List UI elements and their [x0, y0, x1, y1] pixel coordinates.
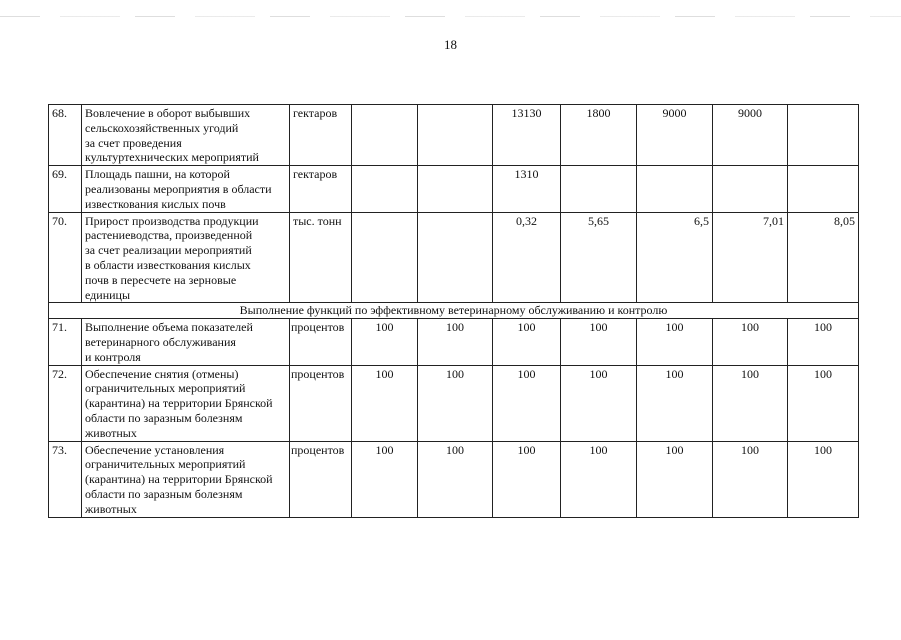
- indicator-name-line: за счет реализации мероприятий: [85, 243, 252, 258]
- indicator-name-line: области по заразным болезням: [85, 486, 243, 501]
- unit-cell: процентов: [290, 441, 352, 517]
- section-title: Выполнение функций по эффективному ветеринарному обслуживанию и контролю: [49, 303, 859, 319]
- value-cell: [788, 166, 859, 212]
- value-cell: 100: [561, 365, 637, 441]
- value-cell: [561, 166, 637, 212]
- value-cell: 6,5: [637, 212, 713, 303]
- indicator-name: [82, 441, 290, 517]
- indicator-name-line: реализованы мероприятия в области: [85, 181, 272, 196]
- table-row: [49, 105, 859, 166]
- indicator-name-line: известкования кислых почв: [85, 196, 226, 211]
- indicator-name: [82, 105, 290, 166]
- indicator-name-line: ограничительных мероприятий: [85, 381, 246, 396]
- value-cell: 1800: [561, 105, 637, 166]
- indicator-name-line: Прирост производства продукции: [85, 213, 259, 228]
- value-cell: [352, 212, 418, 303]
- value-cell: 100: [352, 365, 418, 441]
- value-cell: 100: [493, 319, 561, 365]
- indicator-name-line: культуртехнических мероприятий: [85, 150, 259, 165]
- unit-cell: гектаров: [290, 105, 352, 166]
- value-cell: 13130: [493, 105, 561, 166]
- indicator-name-line: животных: [85, 501, 137, 516]
- indicator-name-line: животных: [85, 425, 137, 440]
- indicator-name-line: и контроля: [85, 349, 141, 364]
- value-cell: 100: [561, 441, 637, 517]
- value-cell: 100: [418, 441, 493, 517]
- value-cell: [418, 212, 493, 303]
- row-number: 73.: [49, 441, 82, 517]
- value-cell: 100: [561, 319, 637, 365]
- value-cell: 100: [788, 319, 859, 365]
- value-cell: [637, 166, 713, 212]
- indicator-name-line: Обеспечение установления: [85, 442, 225, 457]
- value-cell: 1310: [493, 166, 561, 212]
- page-number: 18: [444, 37, 457, 52]
- indicator-name-line: единицы: [85, 287, 131, 302]
- unit-cell: гектаров: [290, 166, 352, 212]
- indicator-name-line: области по заразным болезням: [85, 410, 243, 425]
- indicator-name-line: ветеринарного обслуживания: [85, 334, 236, 349]
- value-cell: [713, 166, 788, 212]
- indicator-name-line: в области известкования кислых: [85, 257, 251, 272]
- table-row: [49, 365, 859, 441]
- indicator-name-line: (карантина) на территории Брянской: [85, 396, 273, 411]
- value-cell: 5,65: [561, 212, 637, 303]
- value-cell: 0,32: [493, 212, 561, 303]
- table-row: [49, 441, 859, 517]
- value-cell: 100: [418, 365, 493, 441]
- value-cell: 100: [418, 319, 493, 365]
- value-cell: 100: [637, 365, 713, 441]
- value-cell: [418, 105, 493, 166]
- value-cell: [352, 166, 418, 212]
- row-number: 71.: [49, 319, 82, 365]
- indicator-name: [82, 212, 290, 303]
- indicator-name: [82, 166, 290, 212]
- value-cell: 100: [493, 441, 561, 517]
- indicator-name-line: за счет проведения: [85, 135, 182, 150]
- indicator-name: [82, 319, 290, 365]
- value-cell: 100: [493, 365, 561, 441]
- table-row: [49, 319, 859, 365]
- value-cell: 100: [713, 365, 788, 441]
- value-cell: 8,05: [788, 212, 859, 303]
- value-cell: [418, 166, 493, 212]
- value-cell: [788, 105, 859, 166]
- row-number: 69.: [49, 166, 82, 212]
- row-number: 68.: [49, 105, 82, 166]
- value-cell: 100: [637, 441, 713, 517]
- value-cell: 9000: [637, 105, 713, 166]
- table-row: [49, 212, 859, 303]
- section-header-row: [49, 303, 859, 319]
- indicator-name-line: (карантина) на территории Брянской: [85, 472, 273, 487]
- row-number: 72.: [49, 365, 82, 441]
- indicator-name-line: Выполнение объема показателей: [85, 320, 253, 335]
- indicator-name-line: растениеводства, произведенной: [85, 228, 253, 243]
- unit-cell: процентов: [290, 365, 352, 441]
- value-cell: 100: [788, 365, 859, 441]
- value-cell: [352, 105, 418, 166]
- indicator-name-line: сельскохозяйственных угодий: [85, 120, 239, 135]
- indicator-name-line: Обеспечение снятия (отмены): [85, 366, 239, 381]
- value-cell: 100: [713, 319, 788, 365]
- value-cell: 7,01: [713, 212, 788, 303]
- indicator-name-line: ограничительных мероприятий: [85, 457, 246, 472]
- indicator-name: [82, 365, 290, 441]
- indicator-name-line: почв в пересчете на зерновые: [85, 272, 237, 287]
- value-cell: 100: [637, 319, 713, 365]
- unit-cell: тыс. тонн: [290, 212, 352, 303]
- indicator-name-line: Площадь пашни, на которой: [85, 167, 230, 182]
- value-cell: 9000: [713, 105, 788, 166]
- unit-cell: процентов: [290, 319, 352, 365]
- value-cell: 100: [788, 441, 859, 517]
- value-cell: 100: [352, 319, 418, 365]
- row-number: 70.: [49, 212, 82, 303]
- scan-top-edge: [0, 16, 901, 17]
- indicators-table: [48, 104, 859, 518]
- value-cell: 100: [713, 441, 788, 517]
- table-row: [49, 166, 859, 212]
- indicator-name-line: Вовлечение в оборот выбывших: [85, 106, 251, 120]
- value-cell: 100: [352, 441, 418, 517]
